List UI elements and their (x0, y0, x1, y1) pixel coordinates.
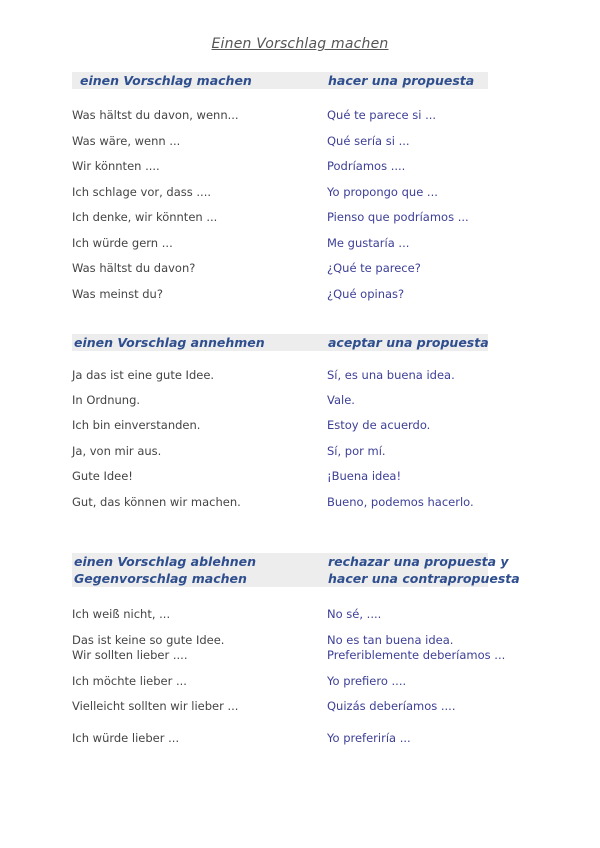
phrase-de: Ich weiß nicht, ... (72, 607, 171, 621)
section-header-de: einen Vorschlag annehmen (74, 335, 265, 350)
phrase-de: Gute Idee! (72, 469, 133, 483)
phrase-de: Was wäre, wenn ... (72, 134, 181, 148)
phrase-de: Ich würde lieber ... (72, 731, 180, 745)
phrase-es: Sí, es una buena idea. (327, 368, 455, 382)
phrase-de: Ja, von mir aus. (72, 444, 162, 458)
phrase-de: Das ist keine so gute Idee. (72, 633, 225, 647)
phrase-es: Preferiblemente deberíamos ... (327, 648, 506, 662)
phrase-de: Was hältst du davon? (72, 261, 196, 275)
section-header-de: einen Vorschlag machen (80, 73, 252, 88)
section-header-es: hacer una propuesta (328, 73, 475, 88)
phrase-es: Pienso que podríamos ... (327, 210, 469, 224)
section-header-es-line2: hacer una contrapropuesta (328, 571, 520, 586)
phrase-de: Wir sollten lieber .... (72, 648, 188, 662)
phrase-es: ¿Qué te parece? (327, 261, 421, 275)
phrase-es: Estoy de acuerdo. (327, 418, 431, 432)
section-header-reject-proposal (72, 553, 520, 587)
phrase-es: Sí, por mí. (327, 444, 386, 458)
phrase-es: Podríamos .... (327, 159, 406, 173)
phrase-es: Vale. (327, 393, 355, 407)
phrase-de: Ich bin einverstanden. (72, 418, 201, 432)
phrase-de: Was hältst du davon, wenn... (72, 108, 239, 122)
section-header-make-proposal (72, 72, 488, 89)
section-header-es-line1: rechazar una propuesta y (328, 554, 509, 569)
section-header-accept-proposal (72, 334, 488, 351)
phrase-es: Bueno, podemos hacerlo. (327, 495, 474, 509)
phrase-de: Was meinst du? (72, 287, 163, 301)
phrase-de: Ja das ist eine gute Idee. (72, 368, 215, 382)
phrase-es: Qué sería si ... (327, 134, 410, 148)
phrase-es: Qué te parece si ... (327, 108, 437, 122)
section-header-de-line1: einen Vorschlag ablehnen (74, 554, 256, 569)
phrase-de: Ich denke, wir könnten ... (72, 210, 218, 224)
phrase-de: Ich schlage vor, dass .... (72, 185, 212, 199)
phrase-es: Yo prefiero .... (327, 674, 407, 688)
phrase-es: No es tan buena idea. (327, 633, 454, 647)
phrase-es: Me gustaría ... (327, 236, 410, 250)
phrase-es: ¿Qué opinas? (327, 287, 405, 301)
phrase-de: Ich möchte lieber ... (72, 674, 187, 688)
phrase-de: Ich würde gern ... (72, 236, 173, 250)
phrase-es: ¡Buena idea! (327, 469, 402, 483)
phrase-de: Wir könnten .... (72, 159, 160, 173)
phrase-es: Yo preferiría ... (327, 731, 411, 745)
phrase-de: Gut, das können wir machen. (72, 495, 241, 509)
phrase-es: Yo propongo que ... (327, 185, 438, 199)
page-title: Einen Vorschlag machen (211, 36, 389, 52)
phrase-es: No sé, .... (327, 607, 382, 621)
phrase-es: Quizás deberíamos .... (327, 699, 456, 713)
phrase-de: In Ordnung. (72, 393, 141, 407)
section-header-es: aceptar una propuesta (328, 335, 489, 350)
phrase-de: Vielleicht sollten wir lieber ... (72, 699, 239, 713)
section-header-de-line2: Gegenvorschlag machen (74, 571, 247, 586)
